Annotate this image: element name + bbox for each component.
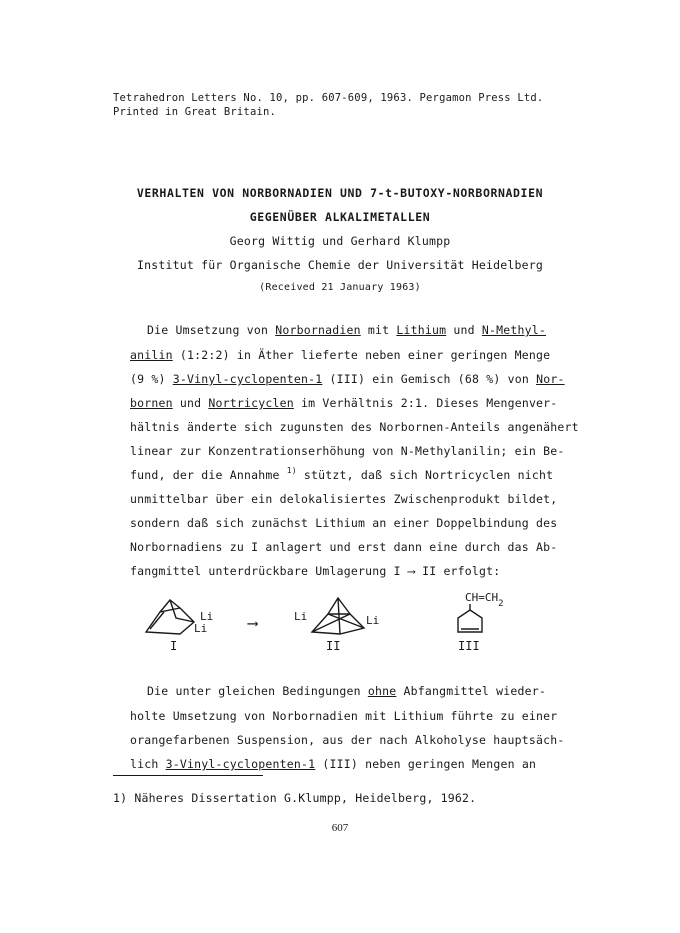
structure-II: [312, 598, 364, 634]
para1-line-6: linear zur Konzentrationserhöhung von N-Methylanilin; ein Be-: [130, 444, 565, 458]
structure-I-li-1: Li: [200, 610, 214, 623]
authors: Georg Wittig und Gerhard Klumpp: [229, 234, 451, 248]
structure-II-li-2: Li: [366, 614, 380, 627]
title-line-1: VERHALTEN VON NORBORNADIEN UND 7-t-BUTOXY-NORBORNADIEN: [136, 186, 544, 200]
footnote-ref: 1): [286, 466, 297, 475]
structure-I-li-2: Li: [194, 622, 208, 635]
para1-line-5: hältnis änderte sich zugunsten des Norbornen-Anteils angenähert: [130, 420, 579, 434]
received-date: (Received 21 January 1963): [259, 282, 421, 293]
para1-line-2: anilin (1:2:2) in Äther lieferte neben einer geringen Menge: [130, 348, 551, 362]
label-II: II: [326, 639, 341, 653]
institute: Institut für Organische Chemie der Universität Heidelberg: [136, 258, 544, 272]
para2-line-2: holte Umsetzung von Norbornadien mit Lithium führte zu einer: [130, 709, 558, 723]
para1-line-1: Die Umsetzung von Norbornadien mit Lithium und N-Methyl-: [147, 323, 546, 337]
structure-II-li-1: Li: [294, 610, 308, 623]
para2-line-3: orangefarbenen Suspension, aus der nach Alkoholyse hauptsäch-: [130, 733, 565, 747]
reaction-scheme: [130, 588, 550, 668]
para2-line-1: Die unter gleichen Bedingungen ohne Abfangmittel wieder-: [147, 684, 546, 698]
structure-III: [458, 604, 482, 632]
para2-line-4: lich 3-Vinyl-cyclopenten-1 (III) neben geringen Mengen an: [130, 757, 537, 771]
footnote-rule: [113, 775, 263, 776]
structure-I: [146, 600, 194, 634]
para1-line-3: (9 %) 3-Vinyl-cyclopenten-1 (III) ein Gemisch (68 %) von Nor-: [130, 372, 565, 386]
para1-line-11: fangmittel unterdrückbare Umlagerung I ⟶ II erfolgt:: [130, 564, 501, 578]
page-number: 607: [331, 822, 349, 834]
label-I: I: [170, 639, 178, 653]
structure-III-vinyl: $CH=CH_2$: [465, 591, 504, 609]
reaction-arrow: ⟶: [248, 614, 258, 632]
printed-line: Printed in Great Britain.: [113, 106, 277, 118]
citation-line: Tetrahedron Letters No. 10, pp. 607-609, 1963. Pergamon Press Ltd.: [113, 92, 544, 104]
para1-line-10: Norbornadiens zu I anlagert und erst dann eine durch das Ab-: [130, 540, 558, 554]
para1-line-8: unmittelbar über ein delokalisiertes Zwischenprodukt bildet,: [130, 492, 558, 506]
para1-line-9: sondern daß sich zunächst Lithium an einer Doppelbindung des: [130, 516, 558, 530]
para1-line-7: fund, der die Annahme $^{1)}$ stützt, daß sich Nortricyclen nicht: [130, 466, 554, 482]
para1-line-4: bornen und Nortricyclen im Verhältnis 2:1. Dieses Mengenver-: [130, 396, 558, 410]
title-line-2: GEGENÜBER ALKALIMETALLEN: [249, 210, 431, 224]
label-III: III: [458, 639, 480, 653]
footnote: 1) Näheres Dissertation G.Klumpp, Heidelberg, 1962.: [113, 791, 477, 805]
